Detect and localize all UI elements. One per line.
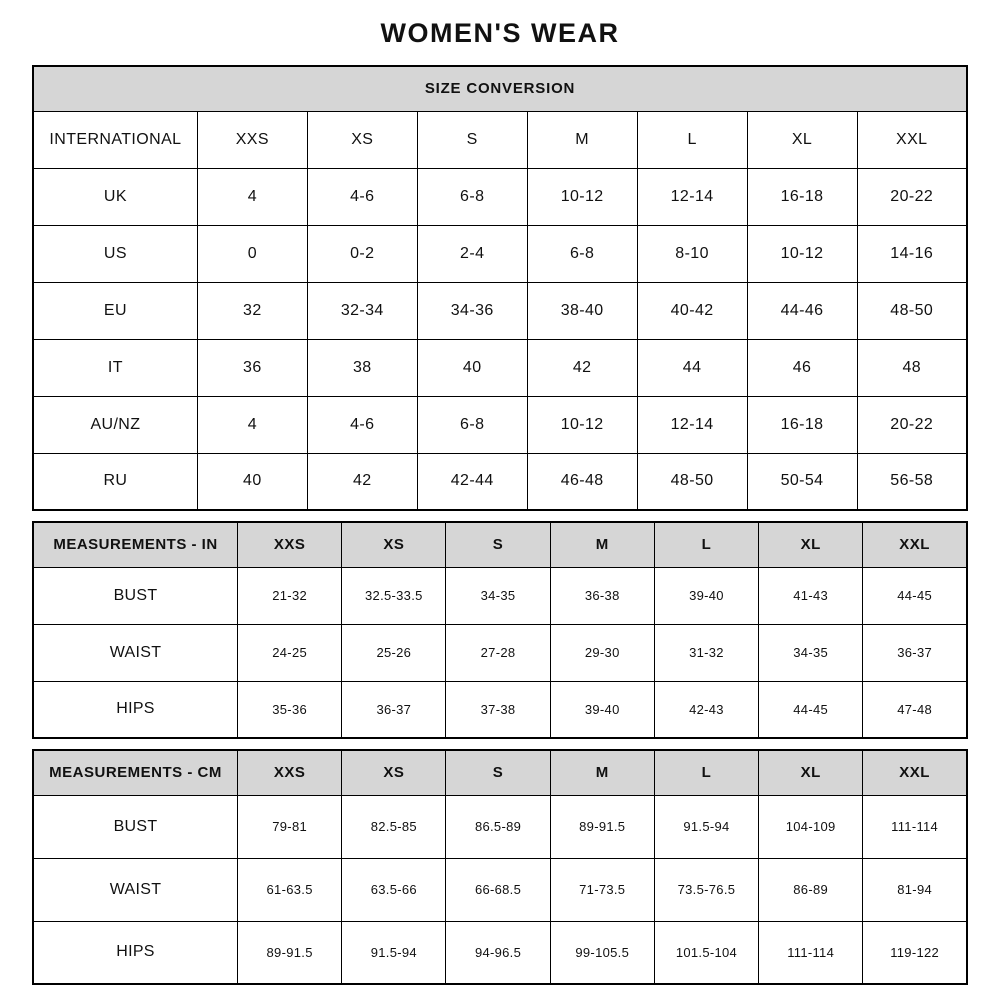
size-header: M [550,750,654,795]
measurement-cell: 36-38 [550,567,654,624]
measurement-cell: 34-35 [446,567,550,624]
size-cell: 10-12 [527,396,637,453]
row-label: RU [33,453,197,510]
measurement-cell: 34-35 [759,624,863,681]
measurement-cell: 71-73.5 [550,858,654,921]
measurement-cell: 91.5-94 [342,921,446,984]
size-cell: 0-2 [307,225,417,282]
row-label: INTERNATIONAL [33,111,197,168]
measurement-cell: 86-89 [759,858,863,921]
measurement-cell: 73.5-76.5 [654,858,758,921]
measurements-cm-table [32,749,968,985]
measurements-header-label: MEASUREMENTS - IN [33,522,238,567]
measurement-row [33,858,967,921]
size-cell: 46-48 [527,453,637,510]
measurement-cell: 36-37 [342,681,446,738]
size-cell: 6-8 [527,225,637,282]
size-cell: XXS [197,111,307,168]
size-conversion-header: SIZE CONVERSION [33,66,967,111]
size-cell: 38-40 [527,282,637,339]
size-header: XL [759,522,863,567]
measurement-cell: 44-45 [863,567,967,624]
row-label: US [33,225,197,282]
row-label: AU/NZ [33,396,197,453]
size-header: S [446,750,550,795]
size-cell: XXL [857,111,967,168]
size-cell: 4 [197,396,307,453]
row-label: HIPS [33,681,238,738]
measurement-cell: 32.5-33.5 [342,567,446,624]
size-cell: 40 [197,453,307,510]
size-cell: 4 [197,168,307,225]
size-header: XXS [238,750,342,795]
size-cell: 14-16 [857,225,967,282]
size-cell: 0 [197,225,307,282]
measurement-cell: 89-91.5 [550,795,654,858]
size-cell: 16-18 [747,396,857,453]
size-cell: 12-14 [637,396,747,453]
row-label: BUST [33,795,238,858]
size-cell: 16-18 [747,168,857,225]
size-header: XXL [863,750,967,795]
measurement-cell: 86.5-89 [446,795,550,858]
measurement-cell: 39-40 [654,567,758,624]
size-header: M [550,522,654,567]
size-cell: 10-12 [747,225,857,282]
size-cell: 20-22 [857,168,967,225]
measurement-cell: 61-63.5 [238,858,342,921]
measurement-cell: 44-45 [759,681,863,738]
measurement-cell: 94-96.5 [446,921,550,984]
measurement-cell: 37-38 [446,681,550,738]
size-header: S [446,522,550,567]
measurement-cell: 89-91.5 [238,921,342,984]
size-cell: 40 [417,339,527,396]
size-cell: 42 [307,453,417,510]
measurement-cell: 36-37 [863,624,967,681]
measurement-cell: 35-36 [238,681,342,738]
measurement-cell: 101.5-104 [654,921,758,984]
measurement-cell: 41-43 [759,567,863,624]
measurement-cell: 21-32 [238,567,342,624]
measurement-row [33,567,967,624]
size-cell: 48-50 [857,282,967,339]
size-cell: M [527,111,637,168]
measurement-cell: 91.5-94 [654,795,758,858]
size-cell: 46 [747,339,857,396]
size-header: L [654,522,758,567]
measurement-cell: 63.5-66 [342,858,446,921]
size-cell: 8-10 [637,225,747,282]
measurement-cell: 104-109 [759,795,863,858]
size-cell: 10-12 [527,168,637,225]
measurement-cell: 82.5-85 [342,795,446,858]
row-label: WAIST [33,858,238,921]
size-header: L [654,750,758,795]
measurement-row [33,624,967,681]
size-header: XS [342,750,446,795]
size-cell: 32 [197,282,307,339]
row-label: HIPS [33,921,238,984]
measurement-cell: 29-30 [550,624,654,681]
measurement-cell: 111-114 [759,921,863,984]
size-cell: 4-6 [307,168,417,225]
measurement-cell: 24-25 [238,624,342,681]
measurement-cell: 119-122 [863,921,967,984]
size-conversion-header-row [33,66,967,111]
measurement-cell: 81-94 [863,858,967,921]
measurement-cell: 111-114 [863,795,967,858]
measurement-row [33,681,967,738]
size-cell: 42 [527,339,637,396]
size-cell: 4-6 [307,396,417,453]
size-conversion-row [33,396,967,453]
size-cell: 32-34 [307,282,417,339]
measurement-row [33,795,967,858]
size-cell: 6-8 [417,168,527,225]
size-header: XL [759,750,863,795]
measurements-header-label: MEASUREMENTS - CM [33,750,238,795]
row-label: UK [33,168,197,225]
measurement-cell: 66-68.5 [446,858,550,921]
measurement-cell: 79-81 [238,795,342,858]
measurement-cell: 42-43 [654,681,758,738]
size-conversion-row [33,282,967,339]
size-cell: 50-54 [747,453,857,510]
measurements-header-row [33,522,967,567]
size-cell: 56-58 [857,453,967,510]
size-cell: S [417,111,527,168]
size-conversion-row [33,168,967,225]
measurement-cell: 31-32 [654,624,758,681]
size-conversion-row [33,453,967,510]
measurement-cell: 27-28 [446,624,550,681]
size-cell: 40-42 [637,282,747,339]
size-conversion-row [33,111,967,168]
size-cell: 44 [637,339,747,396]
row-label: IT [33,339,197,396]
size-cell: 48 [857,339,967,396]
row-label: BUST [33,567,238,624]
size-cell: 42-44 [417,453,527,510]
measurement-cell: 25-26 [342,624,446,681]
row-label: EU [33,282,197,339]
size-cell: XS [307,111,417,168]
size-cell: 12-14 [637,168,747,225]
size-cell: 44-46 [747,282,857,339]
size-header: XXL [863,522,967,567]
size-cell: 38 [307,339,417,396]
size-cell: 34-36 [417,282,527,339]
size-conversion-row [33,339,967,396]
size-cell: 6-8 [417,396,527,453]
size-header: XS [342,522,446,567]
size-cell: 2-4 [417,225,527,282]
size-conversion-table [32,65,968,511]
size-header: XXS [238,522,342,567]
measurements-header-row [33,750,967,795]
size-cell: L [637,111,747,168]
measurement-cell: 39-40 [550,681,654,738]
measurements-in-table [32,521,968,739]
size-cell: 20-22 [857,396,967,453]
row-label: WAIST [33,624,238,681]
measurement-cell: 47-48 [863,681,967,738]
measurement-cell: 99-105.5 [550,921,654,984]
page-title: WOMEN'S WEAR [380,18,620,48]
size-cell: 48-50 [637,453,747,510]
size-cell: XL [747,111,857,168]
measurement-row [33,921,967,984]
size-cell: 36 [197,339,307,396]
size-conversion-row [33,225,967,282]
